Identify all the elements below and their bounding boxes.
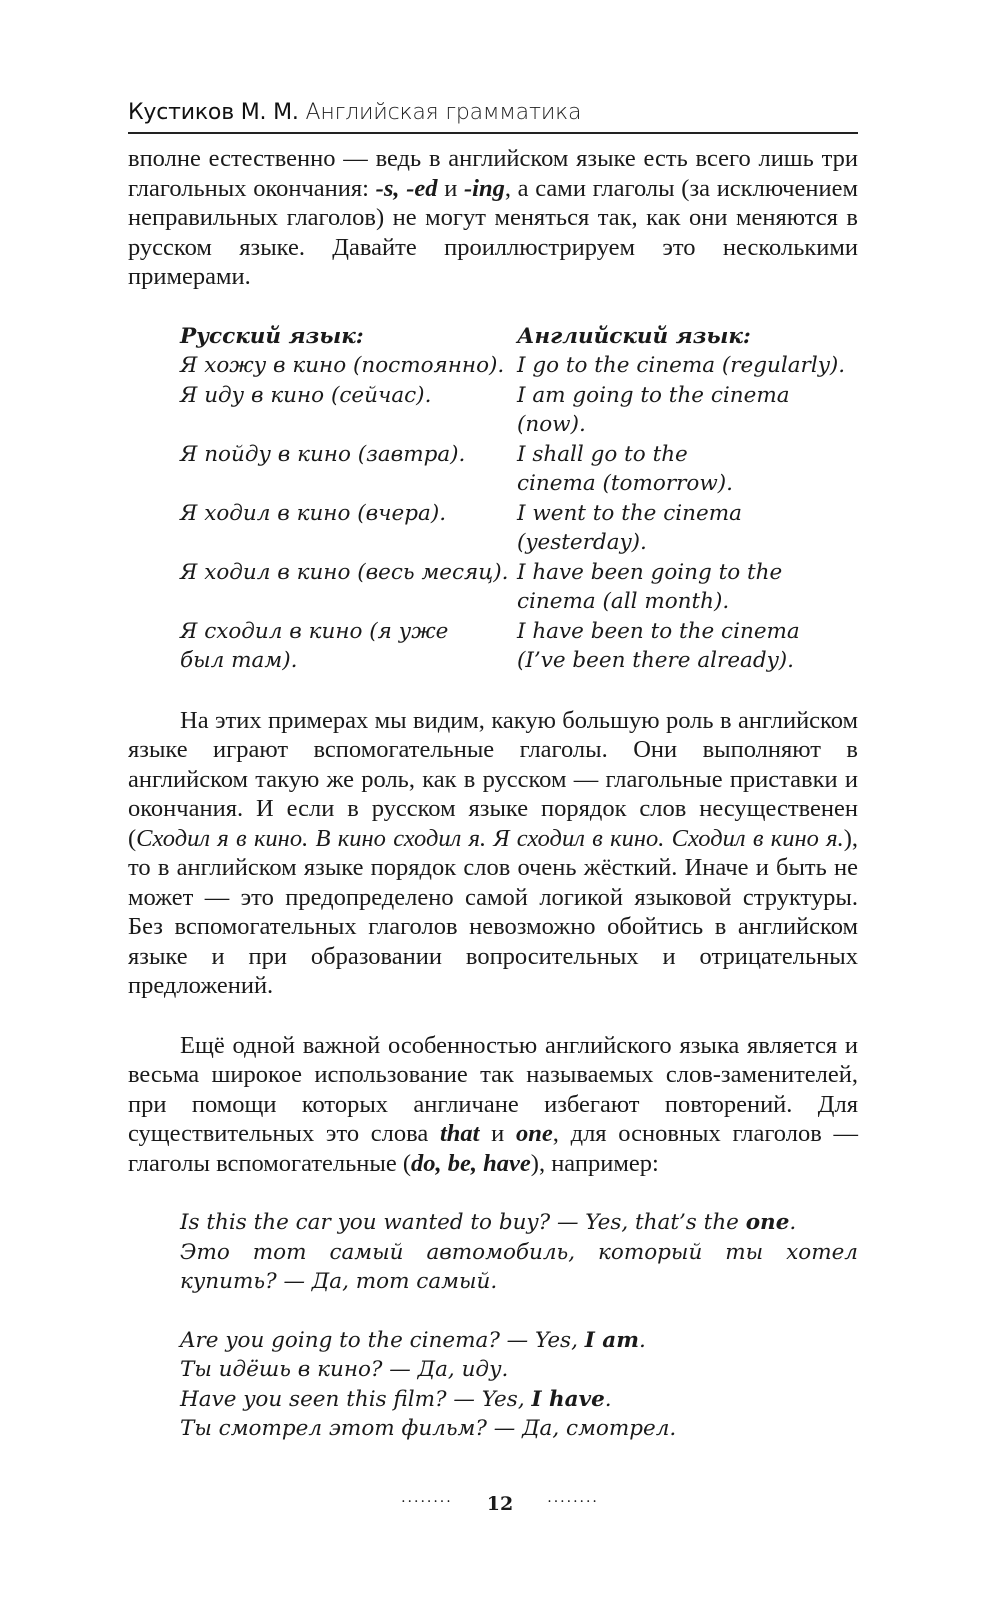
page-footer xyxy=(0,1490,1000,1515)
conjunction: и xyxy=(479,1120,517,1147)
substitute-answer: I am xyxy=(584,1327,639,1353)
ending-s: -s xyxy=(375,174,394,202)
punctuation: . xyxy=(604,1386,612,1412)
english-example: I shall go to the cinema (tomorrow). xyxy=(517,441,733,496)
comparison-table xyxy=(180,322,858,676)
book-page xyxy=(128,96,858,1444)
english-example: I go to the cinema (regularly). xyxy=(517,353,846,378)
paragraph-substitute-words xyxy=(128,1031,858,1179)
paragraph-text-cont: , для основных глаголов — глаголы вспомогательные ( xyxy=(128,1120,858,1177)
example-group xyxy=(180,1326,858,1444)
dialogue-examples xyxy=(180,1208,858,1444)
russian-example: Я сходил в кино (я уже был там). xyxy=(180,618,449,673)
punctuation: . xyxy=(639,1327,646,1353)
english-question: Are you going to the cinema? — Yes, xyxy=(180,1327,585,1353)
running-header xyxy=(128,96,858,134)
paragraph-auxiliary-verbs xyxy=(128,706,858,1001)
substitute-answer: I have xyxy=(531,1386,605,1412)
intro-text-cont: , а сами глаголы (за исключением неправильных глаголов) не могут меняться так, как они меняются в русском языке. Давайте проиллюстрируем это несколькими примерами. xyxy=(128,174,858,290)
header-author: Кустиков М. М. xyxy=(128,100,299,125)
decorative-dots-right: ........ xyxy=(547,1490,599,1506)
intro-text: вполне естественно — ведь в английском языке есть всего лишь три глагольных окончания: xyxy=(128,145,858,202)
punctuation: . xyxy=(789,1210,797,1235)
ending-ed: -ed xyxy=(406,174,438,202)
conjunction: и xyxy=(437,174,465,202)
comma: , xyxy=(393,174,407,202)
paragraph-text: На этих примерах мы видим, какую большую роль в английском языке играют вспомогательные глаголы. Они выполняют в английском такую же роль, как в русском — глагольные приставки и окончания. И если в русском языке порядок слов несущественен ( xyxy=(128,706,858,852)
decorative-dots-left: ........ xyxy=(401,1490,453,1506)
english-dialogue xyxy=(180,1326,858,1356)
page-number: 12 xyxy=(486,1493,514,1515)
russian-translation: Ты смотрел этот фильм? — Да, смотрел. xyxy=(180,1416,677,1441)
russian-example: Я ходил в кино (вчера). xyxy=(180,500,447,526)
word-one: one xyxy=(516,1120,553,1147)
example-group xyxy=(180,1208,858,1297)
english-question: Is this the car you wanted to buy? — Yes, that’s the xyxy=(180,1210,746,1235)
word-order-examples: Сходил я в кино. В кино сходил я. Я сходил в кино. Сходил в кино я. xyxy=(136,824,844,852)
english-column-header: Английский язык: xyxy=(517,323,751,349)
substitute-answer: one xyxy=(745,1210,790,1235)
russian-column-header: Русский язык: xyxy=(180,323,364,349)
word-that: that xyxy=(439,1120,480,1147)
english-example: I have been going to the cinema (all month). xyxy=(517,559,783,614)
english-dialogue xyxy=(180,1208,858,1238)
russian-example: Я хожу в кино (постоянно). xyxy=(180,353,505,378)
auxiliary-verbs-list: do, be, have xyxy=(411,1149,531,1177)
russian-example: Я пойду в кино (завтра). xyxy=(180,441,466,467)
english-dialogue xyxy=(180,1385,858,1415)
ending-ing: -ing xyxy=(464,174,505,202)
russian-example: Я ходил в кино (весь месяц). xyxy=(180,559,509,585)
russian-translation: Ты идёшь в кино? — Да, иду. xyxy=(180,1357,509,1382)
english-example: I went to the cinema (yesterday). xyxy=(517,500,742,555)
intro-paragraph xyxy=(128,144,858,292)
english-example: I am going to the cinema (now). xyxy=(517,382,790,437)
paragraph-text-cont: ), то в английском языке порядок слов очень жёсткий. Иначе и быть не может — это предопределено самой логикой языковой структуры. Без вспомогательных глаголов невозможно обойтись в английском языке и при образовании вопросительных и отрицательных предложений. xyxy=(128,824,858,999)
paragraph-text: Ещё одной важной особенностью английского языка является и весьма широкое использование так называемых слов-заменителей, при помощи которых англичане избегают повторений. Для существительных это слова xyxy=(128,1031,858,1147)
russian-translation: Это тот самый автомобиль, который ты хотел купить? — Да, тот самый. xyxy=(180,1239,858,1294)
russian-example: Я иду в кино (сейчас). xyxy=(180,382,432,408)
header-title: Английская грамматика xyxy=(305,100,582,125)
paragraph-text-end: ), например: xyxy=(530,1149,659,1177)
english-question: Have you seen this film? — Yes, xyxy=(180,1386,532,1412)
english-example: I have been to the cinema (I’ve been there already). xyxy=(517,618,800,673)
